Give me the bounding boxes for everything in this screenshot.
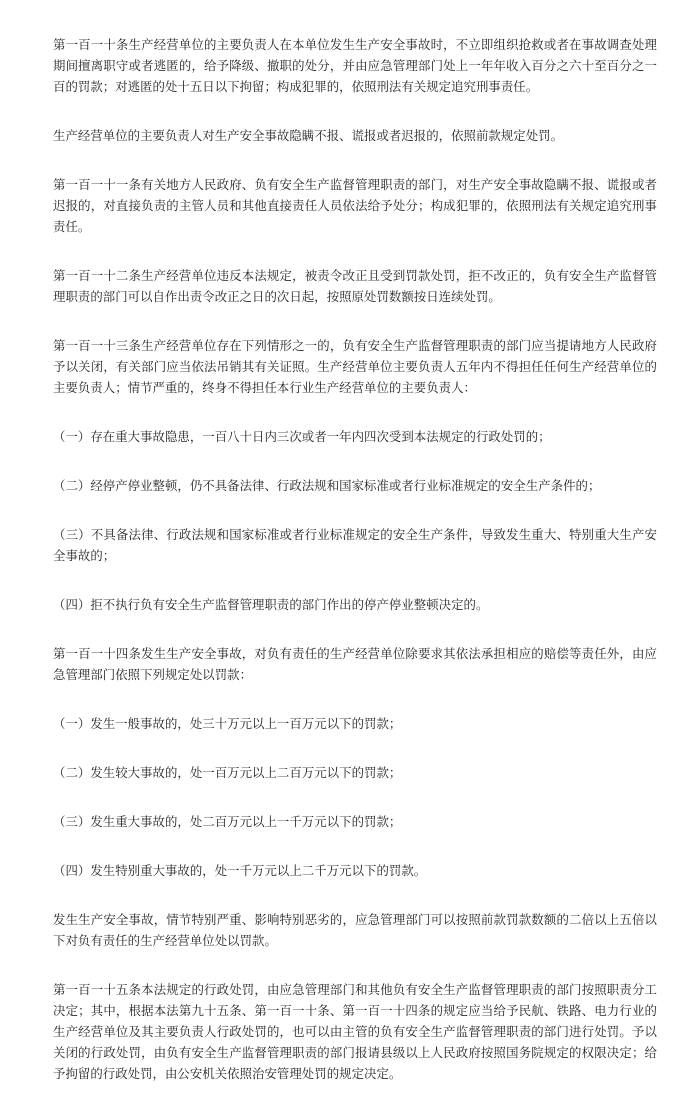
article-113-item-1: （一）存在重大事故隐患，一百八十日内三次或者一年内四次受到本法规定的行政处罚的； xyxy=(53,429,551,444)
article-115-paragraph: 第一百一十五条本法规定的行政处罚，由应急管理部门和其他负有安全生产监督管理职责的部门按照职责分工决定；其中，根据本法第九十五条、第一百一十条、第一百一十四条的规定应当给予民航、铁路、电力行业的生产经营单位及其主要负责人行政处罚的，也可以由主管的负有安全生产监督管理职责的部门进行处罚。予以关闭的行政处罚，由负有安全生产监督管理职责的部门报请县级以上人民政府按照国务院规定的权限决定；给予拘留的行政处罚，由公安机关依照治安管理处罚的规定决定。 xyxy=(53,982,657,1081)
document-body xyxy=(53,34,657,1112)
article-110-second-paragraph: 生产经营单位的主要负责人对生产安全事故隐瞒不报、谎报或者迟报的，依照前款规定处罚。 xyxy=(53,128,564,143)
article-114-second-paragraph: 发生生产安全事故，情节特别严重、影响特别恶劣的，应急管理部门可以按照前款罚款数额的二倍以上五倍以下对负有责任的生产经营单位处以罚款。 xyxy=(53,912,657,948)
article-112-paragraph: 第一百一十二条生产经营单位违反本法规定，被责令改正且受到罚款处罚，拒不改正的，负有安全生产监督管理职责的部门可以自作出责令改正之日的次日起，按照原处罚数额按日连续处罚。 xyxy=(53,268,657,304)
article-114-paragraph: 第一百一十四条发生生产安全事故，对负有责任的生产经营单位除要求其依法承担相应的赔偿等责任外，由应急管理部门依照下列规定处以罚款： xyxy=(53,646,657,682)
article-114-item-3: （三）发生重大事故的，处二百万元以上一千万元以下的罚款； xyxy=(53,814,402,829)
article-114-item-4: （四）发生特别重大事故的，处一千万元以上二千万元以下的罚款。 xyxy=(53,863,427,878)
article-111-paragraph: 第一百一十一条有关地方人民政府、负有安全生产监督管理职责的部门，对生产安全事故隐瞒不报、谎报或者迟报的，对直接负责的主管人员和其他直接责任人员依法给予处分；构成犯罪的，依照刑法有关规定追究刑事责任。 xyxy=(53,177,657,234)
article-113-item-3: （三）不具备法律、行政法规和国家标准或者行业标准规定的安全生产条件，导致发生重大、特别重大生产安全事故的； xyxy=(53,527,657,563)
article-110-paragraph: 第一百一十条生产经营单位的主要负责人在本单位发生生产安全事故时，不立即组织抢救或者在事故调查处理期间擅离职守或者逃匿的，给予降级、撤职的处分，并由应急管理部门处上一年年收入百分之六十至百分之一百的罚款；对逃匿的处十五日以下拘留；构成犯罪的，依照刑法有关规定追究刑事责任。 xyxy=(53,37,657,94)
article-114-item-1: （一）发生一般事故的，处三十万元以上一百万元以下的罚款； xyxy=(53,716,402,731)
article-114-item-2: （二）发生较大事故的，处一百万元以上二百万元以下的罚款； xyxy=(53,765,402,780)
article-113-item-4: （四）拒不执行负有安全生产监督管理职责的部门作出的停产停业整顿决定的。 xyxy=(53,597,489,612)
article-113-item-2: （二）经停产停业整顿，仍不具备法律、行政法规和国家标准或者行业标准规定的安全生产条件的； xyxy=(53,478,601,493)
article-113-paragraph: 第一百一十三条生产经营单位存在下列情形之一的，负有安全生产监督管理职责的部门应当提请地方人民政府予以关闭，有关部门应当依法吊销其有关证照。生产经营单位主要负责人五年内不得担任任何生产经营单位的主要负责人；情节严重的，终身不得担任本行业生产经营单位的主要负责人： xyxy=(53,338,657,395)
